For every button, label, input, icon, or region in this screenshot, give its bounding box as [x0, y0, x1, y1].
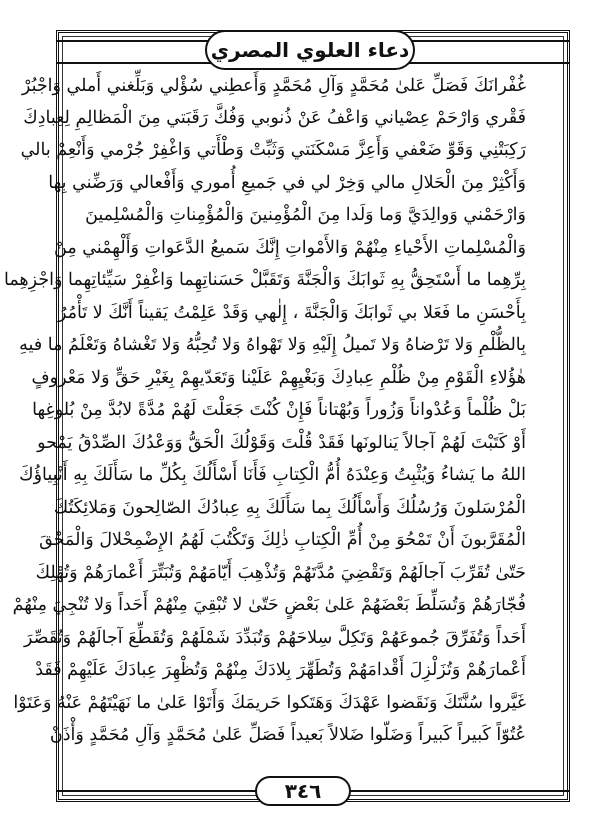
header-ornament — [205, 30, 415, 70]
text-line: وَالْمُسْلِماتِ الأَحْياءِ مِنْهُمْ وَالأَمْواتِ إِنَّكَ سَميعُ الدَّعَواتِ وَأَلْهِمْني مِنْ — [54, 238, 526, 258]
text-line: وَارْحَمْني وَوالِدَيَّ وَما وَلَدا مِنَ الْمُؤْمِنينَ وَالْمُؤْمِناتِ وَالْمُسْلِمينَ — [85, 205, 526, 225]
text-line: الْمُقَرَّبونَ أَنْ تَمْحُوَ مِنْ أُمِّ الْكِتابِ ذٰلِكَ وَتَكْتُبَ لَهُمُ الإِضْمِحْلالَ وَالْمَحْقَ — [39, 530, 526, 550]
page-number-box — [255, 776, 351, 806]
text-line: بِأَحْسَنِ ما فَعَلا بي ثَوابَكَ وَالْجَنَّةَ ، إِلٰهي وَقَدْ عَلِمْتُ يَقيناً أَنَّكَ لا تَأْمُرُ — [57, 303, 526, 323]
text-line: أَحَداً وَتُفَرِّقَ جُموعَهُمْ وَتَكِلَّ سِلاحَهُمْ وَتُبَدِّدَ شَمْلَهُمْ وَتُقَطِّعَ آجالَهُمْ وَتُقَصِّرَ — [24, 628, 526, 648]
text-line: بِرِّهِما ما أَسْتَحِقُّ بِهِ ثَوابَكَ وَالْجَنَّةَ وَتَقَبَّلْ حَسَناتِهِما وَاغْفِرْ سَيِّئاتِهِما وَاجْزِهِما — [3, 270, 526, 290]
text-line: أَوْ كَتَبْتَ لَهُمْ آجالاً يَنالونَها فَقَدْ قُلْتَ وَقَوْلُكَ الْحَقُّ وَوَعْدُكَ الصِّدْقُ يَمْحو — [37, 433, 526, 453]
text-line: بِالظُّلْمِ وَلا تَرْضاهُ وَلا تَميلُ إِلَيْهِ وَلا تَهْواهُ وَلا تُحِبُّهُ وَلا تَغْشاهُ وَتَعْلَمُ ما فيهِ — [19, 335, 526, 355]
text-line: بَلْ ظُلْماً وَعُدْواناً وَزُوراً وَبُهْتاناً فَإِنْ كُنْتَ جَعَلْتَ لَهُمْ مُدَّةً لابُدَّ مِنْ بُلوغِها — [32, 400, 526, 420]
text-line: فُجّارَهُمْ وَتُسَلِّطَ بَعْضَهُمْ عَلىٰ بَعْضٍ حَتّىٰ لا تُبْقِيَ مِنْهُمْ أَحَداً وَلا تُنْجِيَ مِنْهُمْ — [12, 595, 526, 615]
text-line: وَأَكْثِرْ مِنَ الْحَلالِ مالي وَخِرْ لي في جَميعِ أُموري وَأَفْعالي وَرَضِّني بِها — [48, 173, 526, 193]
text-line: غُفْرانَكَ فَصَلِّ عَلىٰ مُحَمَّدٍ وَآلِ مُحَمَّدٍ وَأَعطِني سُؤْلي وَبَلِّغني أَملي وَاجْبُرْ — [21, 76, 526, 96]
text-line: رَكِبَتْنِي وَقَوِّ ضَعْفي وَأَعِزَّ مَسْكَنَتي وَثَبِّتْ وَطْأَتي وَاغْفِرْ جُرْمي وَأَنْعِمْ بالي — [20, 140, 526, 160]
text-line: غَيَّروا سُنَّتَكَ وَنَقَضوا عَهْدَكَ وَهَتَكوا حَريمَكَ وَأَتَوْا عَلىٰ ما نَهَيْتَهُمْ عَنْهُ وَعَتَوْا — [13, 693, 526, 713]
page-number: ٣٤٦ — [284, 779, 322, 803]
text-line: هٰؤُلاءِ الْقَوْمِ مِنْ ظُلْمِ عِبادِكَ وَبَغْيِهِمْ عَلَيْنا وَتَعَدّيهِمْ بِغَيْرِ حَقٍّ وَلا مَعْروفٍ — [31, 368, 526, 388]
text-line: الْمُرْسَلونَ وَرُسُلُكَ وَأَسْأَلُكَ بِما سَأَلَكَ بِهِ عِبادُكَ الصّالِحونَ وَمَلائِكَتُكَ — [53, 498, 526, 518]
text-line: اللهُ ما يَشاءُ وَيُثْبِتُ وَعِنْدَهُ أُمُّ الْكِتابِ فَأَنَا أَسْأَلُكَ بِكُلِّ ما سَأَلَكَ بِهِ أَنْبِياؤُكَ — [19, 465, 526, 485]
prayer-text-block — [3, 72, 526, 772]
text-line: عُتُوّاً كَبيراً كَبيراً وَضَلّوا ضَلالاً بَعيداً فَصَلِّ عَلىٰ مُحَمَّدٍ وَآلِ مُحَمَّدٍ وَأْذَنْ — [49, 725, 526, 745]
text-line: أَعْمارَهُمْ وَتُزَلْزِلَ أَقْدامَهُمْ وَتُطَهِّرَ بِلادَكَ مِنْهُمْ وَتُظْهِرَ عِبادَكَ عَلَيْهِمْ فَقَدْ — [35, 660, 526, 680]
text-line: حَتّىٰ تُقَرِّبَ آجالَهُمْ وَتَقْضِيَ مُدَّتَهُمْ وَتُذْهِبَ أَيّامَهُمْ وَتُبَتِّرَ أَعْمارَهُمْ وَتُهْلِكَ — [35, 563, 526, 583]
page-title: دعاء العلوي المصري — [210, 38, 410, 62]
text-line: فَقْري وَارْحَمْ عِصْياني وَاعْفُ عَنْ ذُنوبي وَفُكَّ رَقَبَتي مِنَ الْمَظالِمِ لِعِبادِكَ — [23, 108, 526, 128]
